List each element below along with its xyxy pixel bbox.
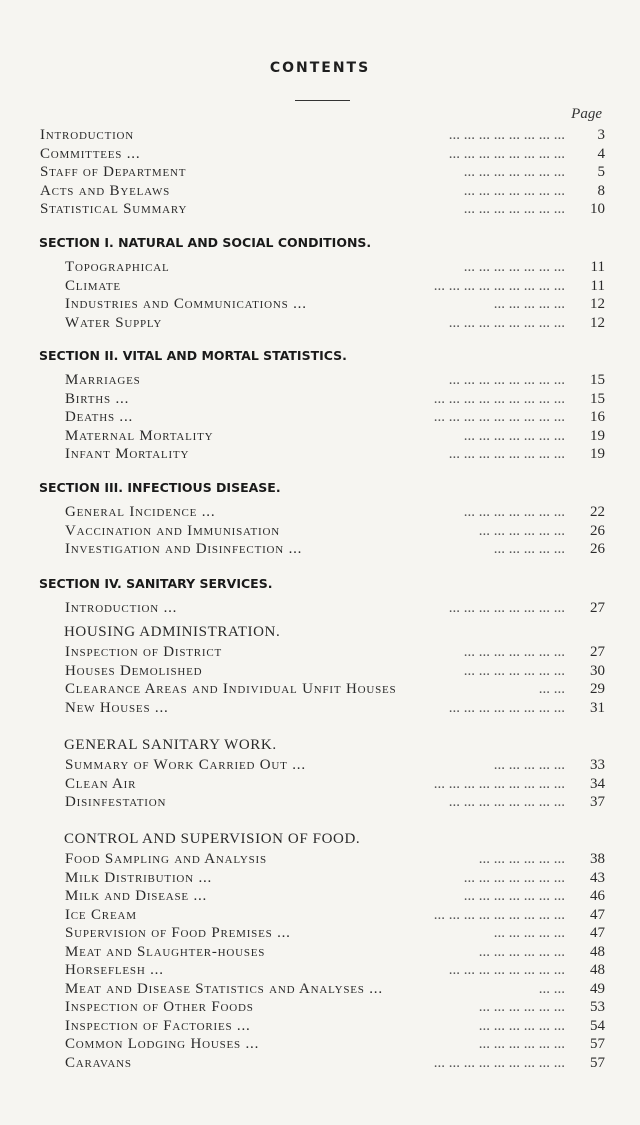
toc-entry[interactable] (40, 924, 605, 943)
toc-entry[interactable] (40, 258, 605, 277)
toc-entry[interactable] (40, 145, 605, 164)
toc-entry[interactable] (40, 200, 605, 219)
toc-entry[interactable] (40, 980, 605, 999)
toc-leader-dots: ... ... ... ... ... ... ... ... (448, 446, 565, 462)
toc-page-number: 54 (590, 1017, 605, 1034)
toc-leader-dots: ... ... ... ... ... ... ... ... (448, 794, 565, 810)
toc-entry[interactable] (40, 961, 605, 980)
toc-entry-label: Deaths ... (65, 409, 134, 425)
toc-page-number: 38 (590, 851, 605, 867)
toc-leader-dots: ... ... ... ... ... ... ... (463, 182, 565, 199)
toc-leader-dots: ... ... ... ... ... ... (478, 999, 565, 1015)
toc-entry-label: Births ... (65, 390, 130, 407)
toc-page-number: 5 (597, 164, 605, 180)
toc-entry[interactable] (40, 756, 605, 775)
toc-page-number: 11 (590, 259, 605, 275)
toc-entry[interactable] (40, 1017, 605, 1036)
toc-page-number: 26 (590, 541, 605, 557)
toc-leader-dots: ... ... (538, 681, 565, 697)
toc-page-number: 27 (590, 600, 605, 616)
toc-entry-label: Milk and Disease ... (65, 888, 208, 904)
toc-page-number: 47 (590, 906, 605, 923)
toc-page-number: 34 (590, 775, 605, 792)
toc-leader-dots: ... ... ... ... ... ... (478, 851, 565, 867)
toc-entry-label: Investigation and Disinfection ... (65, 541, 303, 557)
toc-leader-dots: ... ... ... ... ... ... ... (463, 869, 565, 886)
toc-entry-label: Climate (65, 277, 121, 294)
group-heading: CONTROL AND SUPERVISION OF FOOD. (64, 831, 361, 847)
toc-entry-label: Water Supply (65, 314, 163, 331)
toc-entry-label: Caravans (65, 1054, 132, 1071)
toc-page-number: 26 (590, 522, 605, 539)
toc-entry[interactable] (40, 599, 605, 618)
toc-page-number: 15 (590, 372, 605, 388)
toc-page-number: 49 (590, 980, 605, 997)
toc-leader-dots: ... ... ... ... ... ... ... ... (448, 372, 565, 388)
toc-page-number: 48 (590, 962, 605, 978)
section-2 (40, 347, 605, 464)
page-column-label: Page (571, 106, 602, 122)
toc-entry[interactable] (40, 1035, 605, 1054)
toc-entry[interactable] (40, 887, 605, 906)
toc-entry-label: Ice Cream (65, 906, 137, 923)
toc-leader-dots: ... ... ... ... ... ... ... ... ... (433, 775, 565, 792)
toc-entry[interactable] (40, 643, 605, 662)
toc-page-number: 12 (590, 296, 605, 312)
toc-entry[interactable] (40, 906, 605, 925)
toc-page-number: 47 (590, 925, 605, 941)
intro-entries (40, 126, 605, 219)
toc-page-number: 37 (590, 794, 605, 810)
toc-leader-dots: ... ... ... ... ... ... ... ... (448, 314, 565, 331)
toc-entry-label: Introduction ... (65, 600, 178, 616)
toc-entry[interactable] (40, 408, 605, 427)
toc-entry[interactable] (40, 445, 605, 464)
toc-page-number: 16 (590, 409, 605, 425)
toc-leader-dots: ... ... ... ... ... ... ... (463, 644, 565, 660)
toc-entry[interactable] (40, 427, 605, 446)
toc-entry[interactable] (40, 182, 605, 201)
toc-leader-dots: ... ... ... ... ... ... ... (463, 427, 565, 444)
toc-entry[interactable] (40, 998, 605, 1017)
toc-entry-label: Clearance Areas and Individual Unfit Houses (65, 681, 397, 697)
toc-entry[interactable] (40, 775, 605, 794)
toc-entry-label: Summary of Work Carried Out ... (65, 757, 306, 773)
toc-entry-label: Committees ... (40, 145, 141, 162)
toc-entry[interactable] (40, 371, 605, 390)
toc-entry[interactable] (40, 126, 605, 145)
toc-leader-dots: ... ... ... ... ... ... (478, 1036, 565, 1052)
toc-entry[interactable] (40, 522, 605, 541)
toc-entry[interactable] (40, 869, 605, 888)
toc-page-number: 19 (590, 427, 605, 444)
toc-page-number: 4 (597, 145, 605, 162)
toc-leader-dots: ... ... ... ... ... ... ... ... (448, 127, 565, 143)
toc-page-number: 53 (590, 999, 605, 1015)
section-heading: SECTION III. INFECTIOUS DISEASE. (39, 480, 281, 495)
toc-page-number: 3 (597, 127, 605, 143)
toc-leader-dots: ... ... (538, 980, 565, 997)
toc-entry-label: Introduction (40, 127, 135, 143)
toc-entry-label: General Incidence ... (65, 504, 216, 520)
toc-leader-dots: ... ... ... ... ... (493, 296, 565, 312)
toc-leader-dots: ... ... ... ... ... ... ... (463, 259, 565, 275)
toc-entry-label: Inspection of Factories ... (65, 1017, 251, 1034)
toc-entry-label: Statistical Summary (40, 201, 188, 217)
toc-leader-dots: ... ... ... ... ... ... ... ... (448, 145, 565, 162)
toc-entry[interactable] (40, 314, 605, 333)
section-heading: SECTION IV. SANITARY SERVICES. (39, 576, 273, 591)
toc-page-number: 57 (590, 1054, 605, 1071)
group-heading: GENERAL SANITARY WORK. (64, 737, 277, 753)
toc-leader-dots: ... ... ... ... ... ... ... ... ... (433, 1054, 565, 1071)
toc-page-number: 31 (590, 699, 605, 716)
toc-leader-dots: ... ... ... ... ... ... ... ... (448, 699, 565, 716)
toc-page-number: 46 (590, 888, 605, 904)
toc-leader-dots: ... ... ... ... ... ... (478, 943, 565, 960)
toc-entry-label: Clean Air (65, 775, 137, 792)
toc-page-number: 11 (590, 277, 605, 294)
toc-leader-dots: ... ... ... ... ... ... ... ... ... (433, 277, 565, 294)
section-heading: SECTION II. VITAL AND MORTAL STATISTICS. (39, 348, 347, 363)
toc-leader-dots: ... ... ... ... ... (493, 757, 565, 773)
group-heading: HOUSING ADMINISTRATION. (64, 624, 281, 640)
toc-page-number: 43 (590, 869, 605, 886)
toc-page-number: 15 (590, 390, 605, 407)
group-control-supervision-food (40, 830, 605, 1072)
toc-entry-label: Food Sampling and Analysis (65, 851, 267, 867)
toc-page-number: 12 (590, 314, 605, 331)
toc-entry-label: Meat and Disease Statistics and Analyses ... (65, 980, 383, 997)
toc-page-number: 33 (590, 757, 605, 773)
toc-entry[interactable] (40, 503, 605, 522)
toc-entry-label: Marriages (65, 372, 141, 388)
toc-leader-dots: ... ... ... ... ... ... (478, 1017, 565, 1034)
section-heading: SECTION I. NATURAL AND SOCIAL CONDITIONS. (39, 235, 372, 250)
title-rule (295, 100, 350, 101)
toc-entry[interactable] (40, 699, 605, 718)
toc-page-number: 30 (590, 662, 605, 679)
toc-entry[interactable] (40, 540, 605, 559)
toc-entry-label: Houses Demolished (65, 662, 203, 679)
toc-entry-label: Staff of Department (40, 164, 187, 180)
section-4 (40, 575, 605, 618)
group-housing-administration (40, 623, 605, 717)
toc-leader-dots: ... ... ... ... ... ... ... ... (448, 600, 565, 616)
section-1 (40, 234, 605, 332)
toc-entry-label: Infant Mortality (65, 446, 190, 462)
toc-entry-label: Meat and Slaughter-houses (65, 943, 266, 960)
toc-entry[interactable] (40, 295, 605, 314)
toc-leader-dots: ... ... ... ... ... ... ... (463, 662, 565, 679)
toc-entry-label: Maternal Mortality (65, 427, 214, 444)
toc-entry-label: Inspection of Other Foods (65, 999, 254, 1015)
toc-entry[interactable] (40, 1054, 605, 1073)
toc-leader-dots: ... ... ... ... ... ... ... (463, 504, 565, 520)
toc-entry-label: Industries and Communications ... (65, 296, 307, 312)
toc-entry[interactable] (40, 277, 605, 296)
toc-entry-label: Supervision of Food Premises ... (65, 925, 291, 941)
toc-entry-label: Common Lodging Houses ... (65, 1036, 260, 1052)
toc-page-number: 27 (590, 644, 605, 660)
toc-leader-dots: ... ... ... ... ... (493, 925, 565, 941)
toc-entry-label: Acts and Byelaws (40, 182, 171, 199)
toc-entry[interactable] (40, 662, 605, 681)
toc-entry-label: New Houses ... (65, 699, 169, 716)
toc-leader-dots: ... ... ... ... ... ... (478, 522, 565, 539)
group-general-sanitary-work (40, 736, 605, 812)
toc-leader-dots: ... ... ... ... ... ... ... ... ... (433, 409, 565, 425)
toc-page-number: 22 (590, 504, 605, 520)
toc-leader-dots: ... ... ... ... ... ... ... (463, 164, 565, 180)
toc-leader-dots: ... ... ... ... ... ... ... (463, 201, 565, 217)
toc-entry-label: Topographical (65, 259, 170, 275)
toc-leader-dots: ... ... ... ... ... ... ... ... ... (433, 390, 565, 407)
toc-entry[interactable] (40, 163, 605, 182)
toc-page-number: 48 (590, 943, 605, 960)
toc-leader-dots: ... ... ... ... ... ... ... (463, 888, 565, 904)
toc-page-number: 10 (590, 201, 605, 217)
toc-entry[interactable] (40, 850, 605, 869)
toc-page-number: 29 (590, 681, 605, 697)
toc-entry[interactable] (40, 793, 605, 812)
toc-entry[interactable] (40, 390, 605, 409)
toc-page-number: 57 (590, 1036, 605, 1052)
toc-leader-dots: ... ... ... ... ... ... ... ... (448, 962, 565, 978)
toc-entry-label: Disinfestation (65, 794, 167, 810)
toc-entry[interactable] (40, 680, 605, 699)
section-3 (40, 479, 605, 559)
toc-leader-dots: ... ... ... ... ... ... ... ... ... (433, 906, 565, 923)
toc-entry[interactable] (40, 943, 605, 962)
toc-entry-label: Horseflesh ... (65, 962, 164, 978)
toc-entry-label: Inspection of District (65, 644, 223, 660)
toc-page-number: 19 (590, 446, 605, 462)
toc-page-number: 8 (597, 182, 605, 199)
toc-leader-dots: ... ... ... ... ... (493, 541, 565, 557)
toc-entry-label: Vaccination and Immunisation (65, 522, 281, 539)
toc-entry-label: Milk Distribution ... (65, 869, 213, 886)
page-title: CONTENTS (269, 60, 371, 76)
